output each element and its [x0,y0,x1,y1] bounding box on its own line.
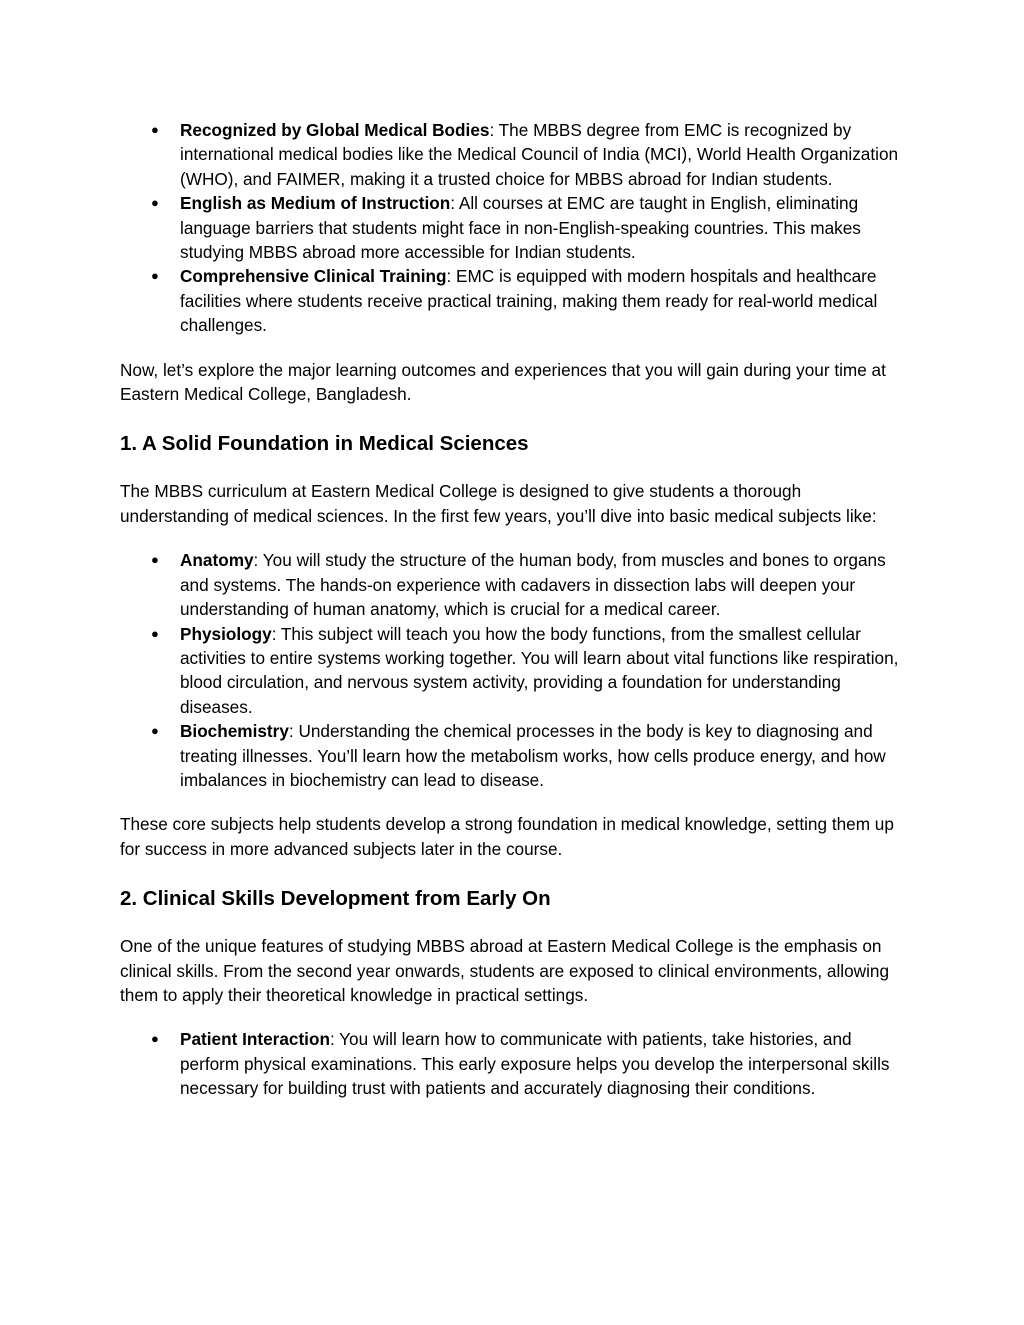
section-paragraph: One of the unique features of studying MBBS abroad at Eastern Medical College is the emphasis on clinical skills. From the second year onwards, students are exposed to clinical environments, allowing them to apply their theoretical knowledge in practical settings. [120,936,890,1005]
bullet-text: : You will learn how to communicate with patients, take histories, and perform physical examinations. This early exposure helps you develop the interpersonal skills necessary for building trust with patients and accurately diagnosing their conditions. [180,1029,890,1099]
intro-bullet-list [120,118,910,338]
bullet-text: : All courses at EMC are taught in English, eliminating language barriers that students might face in non-English-speaking countries. This makes studying MBBS abroad more accessible for Indian students. [180,193,861,263]
bullet-text: : The MBBS degree from EMC is recognized by international medical bodies like the Medical Council of India (MCI), World Health Organization (WHO), and FAIMER, making it a trusted choice for MBBS abroad for Indian students. [180,120,899,189]
section-closing-paragraph: These core subjects help students develop a strong foundation in medical knowledge, setting them up for success in more advanced subjects later in the course. [120,814,894,859]
clinical-bullet-list [120,1027,910,1100]
bullet-term: Patient Interaction [180,1029,330,1050]
subjects-bullet-list [120,548,910,792]
list-item [151,548,910,621]
section-paragraph: The MBBS curriculum at Eastern Medical College is designed to give students a thorough understanding of medical sciences. In the first few years, you’ll dive into basic medical subjects like: [120,481,877,526]
list-item [151,118,910,191]
list-item [151,191,910,264]
bullet-term: Biochemistry [180,721,289,742]
bullet-text: : EMC is equipped with modern hospitals and healthcare facilities where students receive practical training, making them ready for real-world medical challenges. [180,266,878,336]
bullet-icon: ● [151,268,159,284]
document-page [120,118,910,1101]
bullet-icon: ● [151,723,159,739]
bullet-term: Comprehensive Clinical Training [180,266,447,287]
bullet-term: English as Medium of Instruction [180,193,451,214]
bullet-icon: ● [151,625,159,641]
bullet-icon: ● [151,122,159,137]
bullet-term: Recognized by Global Medical Bodies [180,120,490,140]
bullet-text: : This subject will teach you how the body functions, from the smallest cellular activities to entire systems working together. You will learn about vital functions like respiration, blood circulation, and nervous system activity, providing a foundation for understanding diseases. [180,623,899,717]
bullet-icon: ● [151,195,159,211]
list-item [151,264,910,337]
section-heading: 1. A Solid Foundation in Medical Sciences [120,432,529,456]
list-item [151,622,910,720]
bullet-term: Anatomy [180,550,254,571]
bullet-text: : Understanding the chemical processes in the body is key to diagnosing and treating illnesses. You’ll learn how the metabolism works, how cells produce energy, and how imbalances in biochemistry can lead to disease. [180,721,886,790]
list-item [151,719,910,792]
list-item [151,1027,910,1100]
bullet-text: : You will study the structure of the human body, from muscles and bones to organs and systems. The hands-on experience with cadavers in dissection labs will deepen your understanding of human anatomy, which is crucial for a medical career. [180,550,886,620]
bullet-term: Physiology [180,623,272,644]
bullet-icon: ● [151,1031,159,1047]
section-heading: 2. Clinical Skills Development from Early On [120,887,551,911]
intro-paragraph: Now, let’s explore the major learning outcomes and experiences that you will gain during your time at Eastern Medical College, Bangladesh. [120,359,886,405]
bullet-icon: ● [151,552,159,568]
